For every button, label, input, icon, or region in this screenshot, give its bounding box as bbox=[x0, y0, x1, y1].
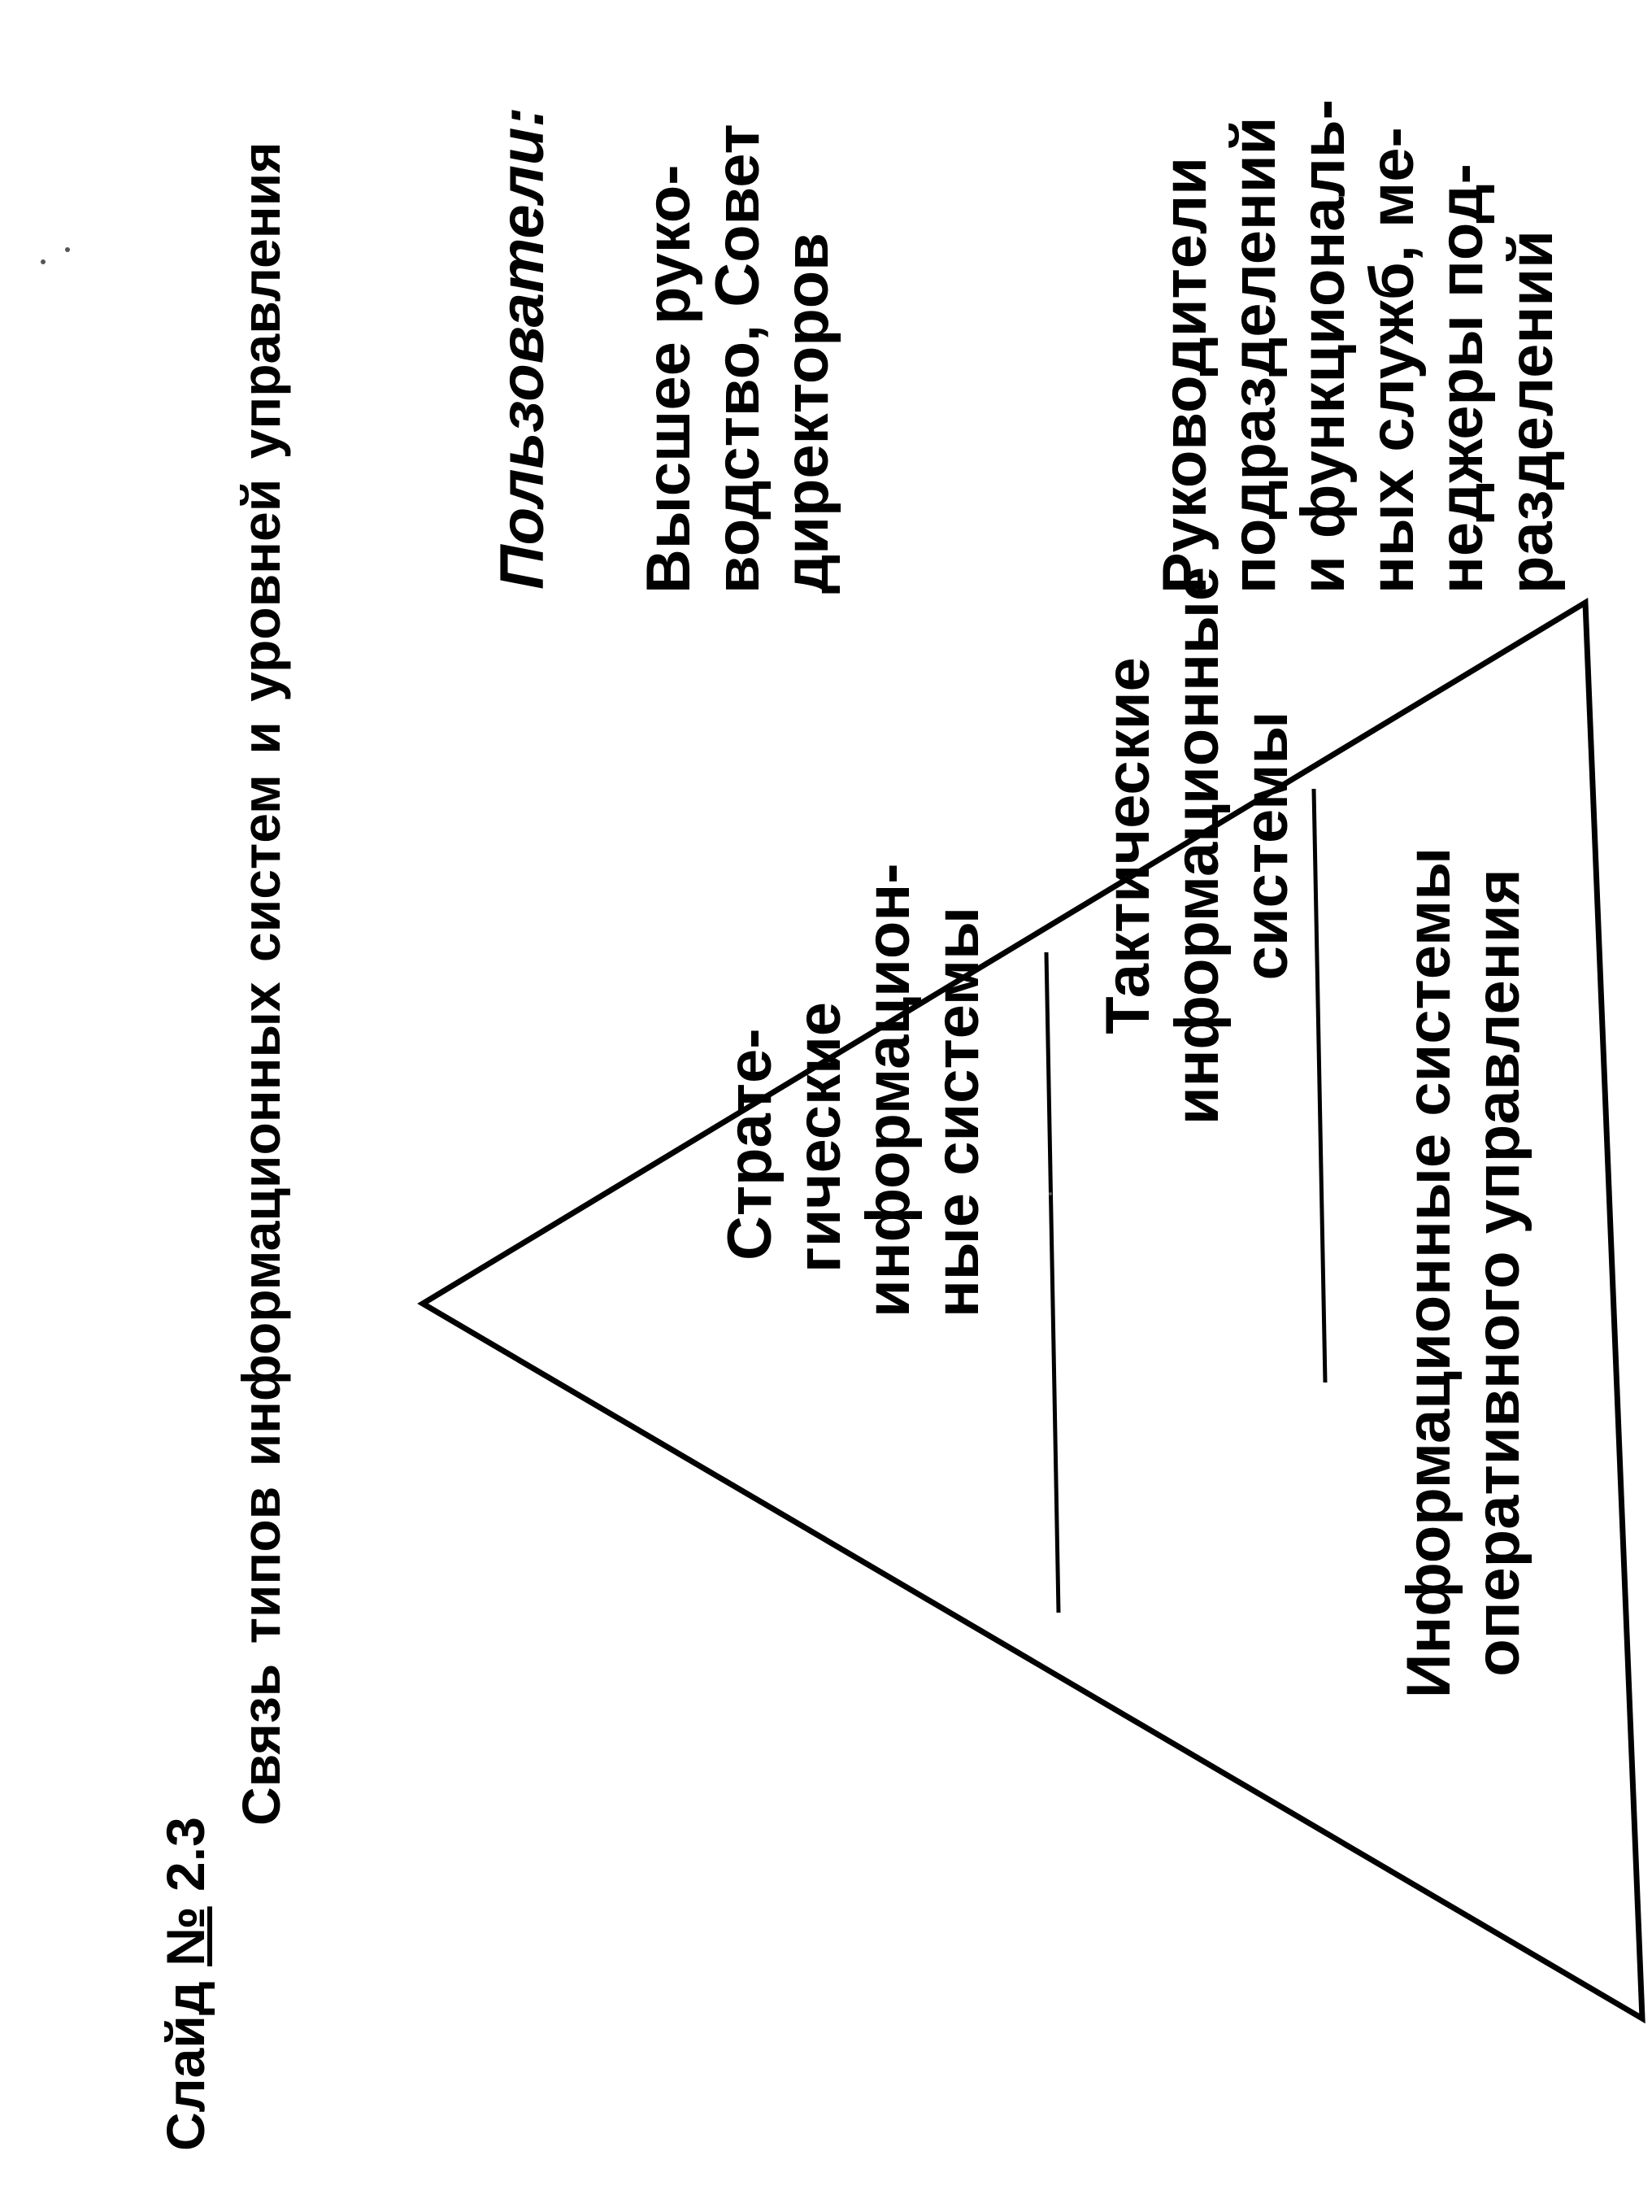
scan-speck bbox=[65, 247, 70, 252]
scan-speck bbox=[41, 259, 46, 264]
tier-strategic-line-3: информацион- bbox=[854, 863, 924, 1317]
tier-strategic-line-2: гические bbox=[785, 1001, 854, 1273]
slide-title: Связь типов информационных систем и уровней управления bbox=[231, 142, 291, 1826]
scan-speck bbox=[1049, 1192, 1052, 1195]
tier-operational-line-2: оперативного управления bbox=[1463, 869, 1533, 1677]
divider-strategic-tactical bbox=[1046, 952, 1059, 1613]
users-middle-line-3: и функциональ- bbox=[1289, 99, 1359, 594]
divider-tactical-operational bbox=[1314, 789, 1325, 1382]
users-group-middle-management bbox=[1150, 99, 1566, 594]
slide-number-prefix: Слайд bbox=[155, 1966, 215, 2151]
users-top-line-3: директоров bbox=[772, 233, 842, 594]
tier-tactical-line-2: информационные bbox=[1163, 566, 1232, 1126]
tier-tactical-label bbox=[1093, 520, 1301, 1171]
tier-tactical-line-3: системы bbox=[1232, 711, 1302, 981]
slide-number-sign: № bbox=[155, 1906, 215, 1966]
tier-strategic-line-1: Страте- bbox=[715, 1028, 785, 1261]
users-heading: Пользователи: bbox=[488, 107, 557, 590]
tier-tactical-line-1: Тактические bbox=[1093, 657, 1163, 1034]
users-middle-line-5: неджеры под- bbox=[1427, 163, 1497, 594]
users-middle-line-4: ных служб, ме- bbox=[1358, 127, 1428, 594]
tier-operational-line-1: Информационные системы bbox=[1394, 847, 1463, 1699]
users-top-line-1: Высшее руко- bbox=[634, 164, 703, 594]
users-group-top-management bbox=[634, 124, 841, 594]
slide-number bbox=[156, 1817, 216, 2151]
tier-operational-label bbox=[1394, 537, 1532, 2009]
users-middle-line-1: Руководители bbox=[1150, 156, 1219, 594]
users-middle-line-2: подразделений bbox=[1219, 116, 1289, 594]
users-middle-line-6: разделений bbox=[1496, 230, 1566, 594]
tier-strategic-label bbox=[715, 586, 992, 1317]
tier-strategic-line-4: ные системы bbox=[923, 906, 993, 1317]
users-top-line-2: водство, Совет bbox=[703, 124, 773, 594]
slide-number-value: 2.3 bbox=[155, 1817, 215, 1907]
